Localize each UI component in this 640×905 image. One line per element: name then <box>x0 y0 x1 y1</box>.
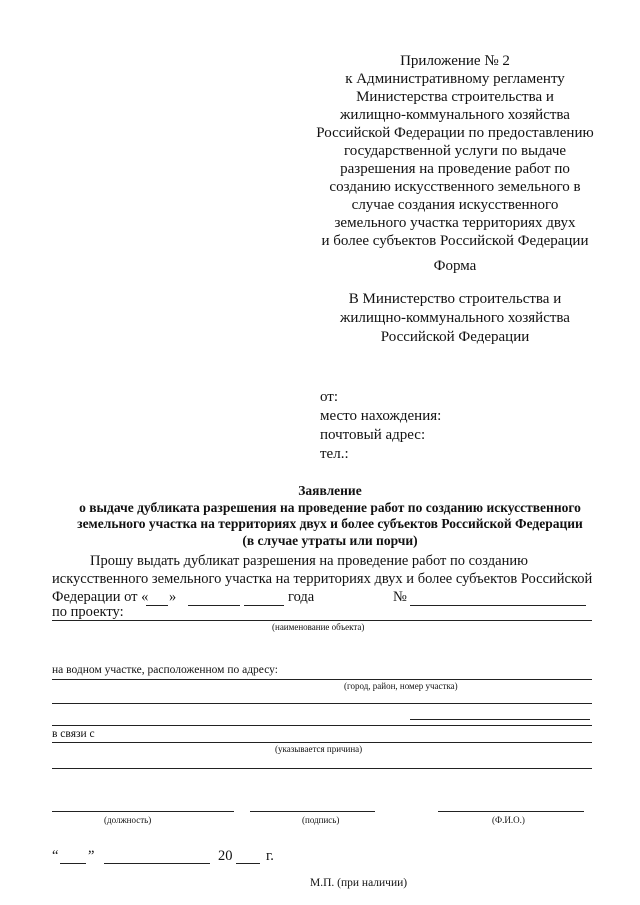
day-blank[interactable] <box>146 605 168 606</box>
sender-from-label: от: <box>320 389 339 405</box>
date-century: 20 <box>218 848 233 864</box>
date-year-blank[interactable] <box>236 863 260 864</box>
reason-caption: (указывается причина) <box>275 744 363 754</box>
address-field[interactable] <box>52 679 592 680</box>
recipient-line: В Министерство строительства и <box>348 291 562 307</box>
reason-label: в связи с <box>52 728 95 740</box>
project-label: по проекту: <box>52 604 124 620</box>
form-label: Форма <box>433 258 477 274</box>
year-blank[interactable] <box>244 605 284 606</box>
project-field[interactable] <box>52 620 592 621</box>
appendix-line: случае создания искусственного <box>351 197 559 213</box>
stamp-label: М.П. (при наличии) <box>310 877 408 889</box>
title-line: (в случае утраты или порчи) <box>242 532 418 548</box>
number-blank[interactable] <box>410 605 586 606</box>
position-field[interactable] <box>52 811 234 812</box>
month-blank[interactable] <box>188 605 240 606</box>
appendix-line: Приложение № 2 <box>400 53 510 69</box>
sender-postal-label: почтовый адрес: <box>320 427 426 443</box>
number-sign: № <box>393 589 407 605</box>
water-area-label: на водном участке, расположенном по адресу: <box>52 664 278 676</box>
quote-close: » <box>169 589 177 605</box>
body-line-3-prefix: Федерации от « <box>52 589 149 605</box>
name-caption: (Ф.И.О.) <box>492 815 525 825</box>
appendix-line: государственной услуги по выдаче <box>343 143 567 159</box>
appendix-line: Российской Федерации по предоставлению <box>316 125 594 141</box>
sender-location-label: место нахождения: <box>320 408 442 424</box>
appendix-line: земельного участка территориях двух <box>334 215 576 231</box>
position-caption: (должность) <box>104 815 152 825</box>
date-year-suffix: г. <box>266 848 274 864</box>
appendix-line: разрешения на проведение работ по <box>340 161 570 177</box>
recipient-line: жилищно-коммунального хозяйства <box>340 310 570 326</box>
year-label: года <box>288 589 315 605</box>
sender-phone-label: тел.: <box>320 446 349 462</box>
date-month-blank[interactable] <box>104 863 210 864</box>
address-field-2[interactable] <box>52 703 592 704</box>
appendix-line: созданию искусственного земельного в <box>329 179 581 195</box>
recipient-block <box>300 290 610 347</box>
reason-field[interactable] <box>52 742 592 743</box>
date-open-quote: “ <box>52 848 59 864</box>
address-field-3[interactable] <box>410 719 590 720</box>
address-caption: (город, район, номер участка) <box>344 681 458 691</box>
application-title <box>40 483 620 549</box>
date-close-quote: ” <box>88 848 95 864</box>
body-line-2: искусственного земельного участка на территориях двух и более субъектов Российской <box>52 571 593 587</box>
appendix-line: к Административному регламенту <box>345 71 565 87</box>
signature-caption: (подпись) <box>302 815 340 825</box>
appendix-header <box>300 52 610 250</box>
title-line: Заявление <box>298 483 362 498</box>
body-line-1 <box>90 553 590 570</box>
appendix-line: жилищно-коммунального хозяйства <box>340 107 570 123</box>
address-field-4[interactable] <box>52 725 592 726</box>
name-field[interactable] <box>438 811 584 812</box>
date-day-blank[interactable] <box>60 863 86 864</box>
recipient-line: Российской Федерации <box>380 329 530 345</box>
project-caption: (наименование объекта) <box>272 622 365 632</box>
title-line: земельного участка на территориях двух и более субъектов Российской Федерации <box>77 516 583 531</box>
title-line: о выдаче дубликата разрешения на проведение работ по созданию искусственного <box>79 499 581 515</box>
appendix-line: и более субъектов Российской Федерации <box>321 233 589 249</box>
appendix-line: Министерства строительства и <box>356 89 554 105</box>
body-text: Прошу выдать дубликат разрешения на проведение работ по созданию <box>90 553 528 569</box>
signature-field[interactable] <box>250 811 375 812</box>
sender-block <box>320 388 441 464</box>
reason-field-2[interactable] <box>52 768 592 769</box>
